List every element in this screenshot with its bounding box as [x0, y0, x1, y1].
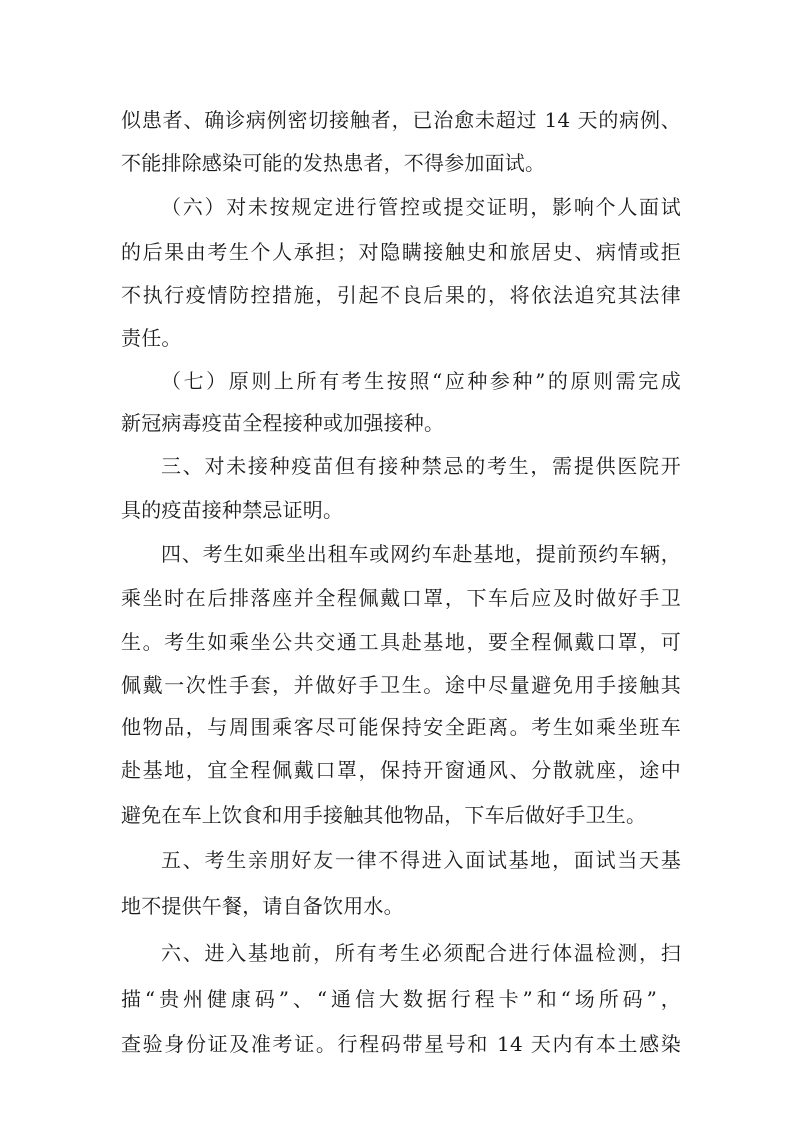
text-line: 六、进入基地前，所有考生必须配合进行体温检测，扫 [161, 941, 681, 965]
text-line: 不能排除感染可能的发热患者，不得参加面试。 [121, 151, 546, 175]
text-line: 的后果由考生个人承担；对隐瞒接触史和旅居史、病情或拒 [121, 240, 681, 264]
text-line: 赴基地，宜全程佩戴口罩，保持开窗通风、分散就座，途中 [121, 758, 681, 782]
text-line: 乘坐时在后排落座并全程佩戴口罩，下车后应及时做好手卫 [121, 586, 681, 610]
text-line: 描“贵州健康码”、“通信大数据行程卡”和“场所码”， [121, 987, 681, 1011]
text-line: 避免在车上饮食和用手接触其他物品，下车后做好手卫生。 [121, 803, 647, 827]
text-line: 新冠病毒疫苗全程接种或加强接种。 [121, 411, 445, 435]
text-line: 五、考生亲朋好友一律不得进入面试基地，面试当天基 [161, 848, 681, 872]
text-line: 生。考生如乘坐公共交通工具赴基地，要全程佩戴口罩，可 [121, 630, 681, 654]
text-line: （七）原则上所有考生按照“应种参种”的原则需完成 [161, 369, 681, 393]
text-line: 不执行疫情防控措施，引起不良后果的，将依法追究其法律 [121, 283, 681, 307]
text-line: 三、对未接种疫苗但有接种禁忌的考生，需提供医院开 [161, 454, 681, 478]
text-line: 责任。 [121, 326, 182, 350]
text-line: 他物品，与周围乘客尽可能保持安全距离。考生如乘坐班车 [121, 715, 681, 739]
text-line: 佩戴一次性手套，并做好手卫生。途中尽量避免用手接触其 [121, 673, 681, 697]
text-line: 查验身份证及准考证。行程码带星号和 14 天内有本土感染 [121, 1032, 681, 1056]
text-line: 地不提供午餐，请自备饮用水。 [121, 894, 404, 918]
text-line: 四、考生如乘坐出租车或网约车赴基地，提前预约车辆， [161, 542, 681, 566]
text-line: 似患者、确诊病例密切接触者，已治愈未超过 14 天的病例、 [121, 108, 681, 132]
text-line: （六）对未按规定进行管控或提交证明，影响个人面试 [161, 195, 681, 219]
document-body [121, 98, 681, 1066]
text-line: 具的疫苗接种禁忌证明。 [121, 498, 344, 522]
